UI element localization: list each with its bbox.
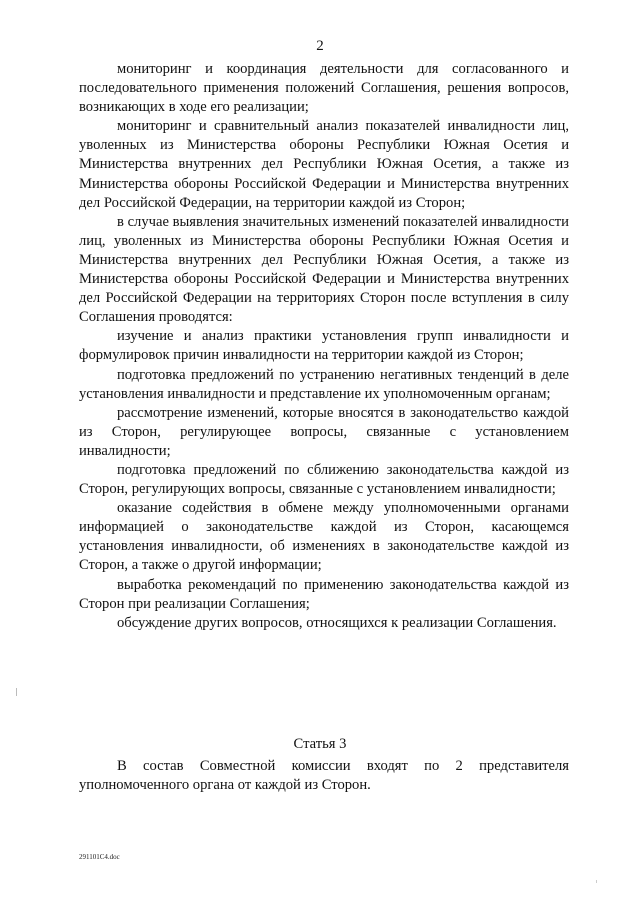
paragraph: изучение и анализ практики установления групп инвалидности и формулировок причин инвалидности на территории каждой из Сторон; [79,328,569,364]
paragraph: подготовка предложений по сближению законодательства каждой из Сторон, регулирующих вопросы, связанные с установлением инвалидности; [79,461,569,498]
paragraph: выработка рекомендаций по применению законодательства каждой из Сторон при реализации Соглашения; [79,576,569,612]
paragraph: оказание содействия в обмене между уполномоченными органами информацией о законодательстве каждой из Сторон, касающемся установления инвалидности, об изменениях в законодательстве каждой из Сторон, а также о другой информации; [79,500,569,574]
article-paragraph: В состав Совместной комиссии входят по 2 представителя уполномоченного органа от каждой из Сторон. [79,758,569,794]
margin-mark [16,688,17,696]
paragraph: мониторинг и координация деятельности для согласованного и последовательного применения положений Соглашения, решения вопросов, возникающих в ходе его реализации; [79,61,569,116]
page-number: 2 [316,38,324,54]
document-body [79,60,569,633]
paragraph: мониторинг и сравнительный анализ показателей инвалидности лиц, уволенных из Министерства обороны Республики Южная Осетия и Министерства внутренних дел Республики Южная Осетия, а также из Министерства обороны Российской Федерации и Министерства внутренних дел Российской Федерации, на территории каждой из Сторон; [79,118,569,211]
paragraph: подготовка предложений по устранению негативных тенденций в деле установления инвалидности и представление их уполномоченным органам; [79,366,569,402]
paragraph: в случае выявления значительных изменений показателей инвалидности лиц, уволенных из Министерства обороны Республики Южная Осетия и Министерства внутренних дел Республики Южная Осетия, а также из Министерства обороны Российской Федерации и Министерства внутренних дел Российской Федерации на территориях Сторон после вступления в силу Соглашения проводятся: [79,213,569,326]
footer-file-name: 291101С4.doc [79,853,120,861]
paragraph: обсуждение других вопросов, относящихся к реализации Соглашения. [117,614,557,631]
margin-mark [596,880,597,883]
paragraph: рассмотрение изменений, которые вносятся в законодательство каждой из Сторон, регулирующее вопросы, связанные с установлением инвалидности; [79,404,569,459]
article-body [79,757,569,795]
article-heading: Статья 3 [293,736,347,752]
